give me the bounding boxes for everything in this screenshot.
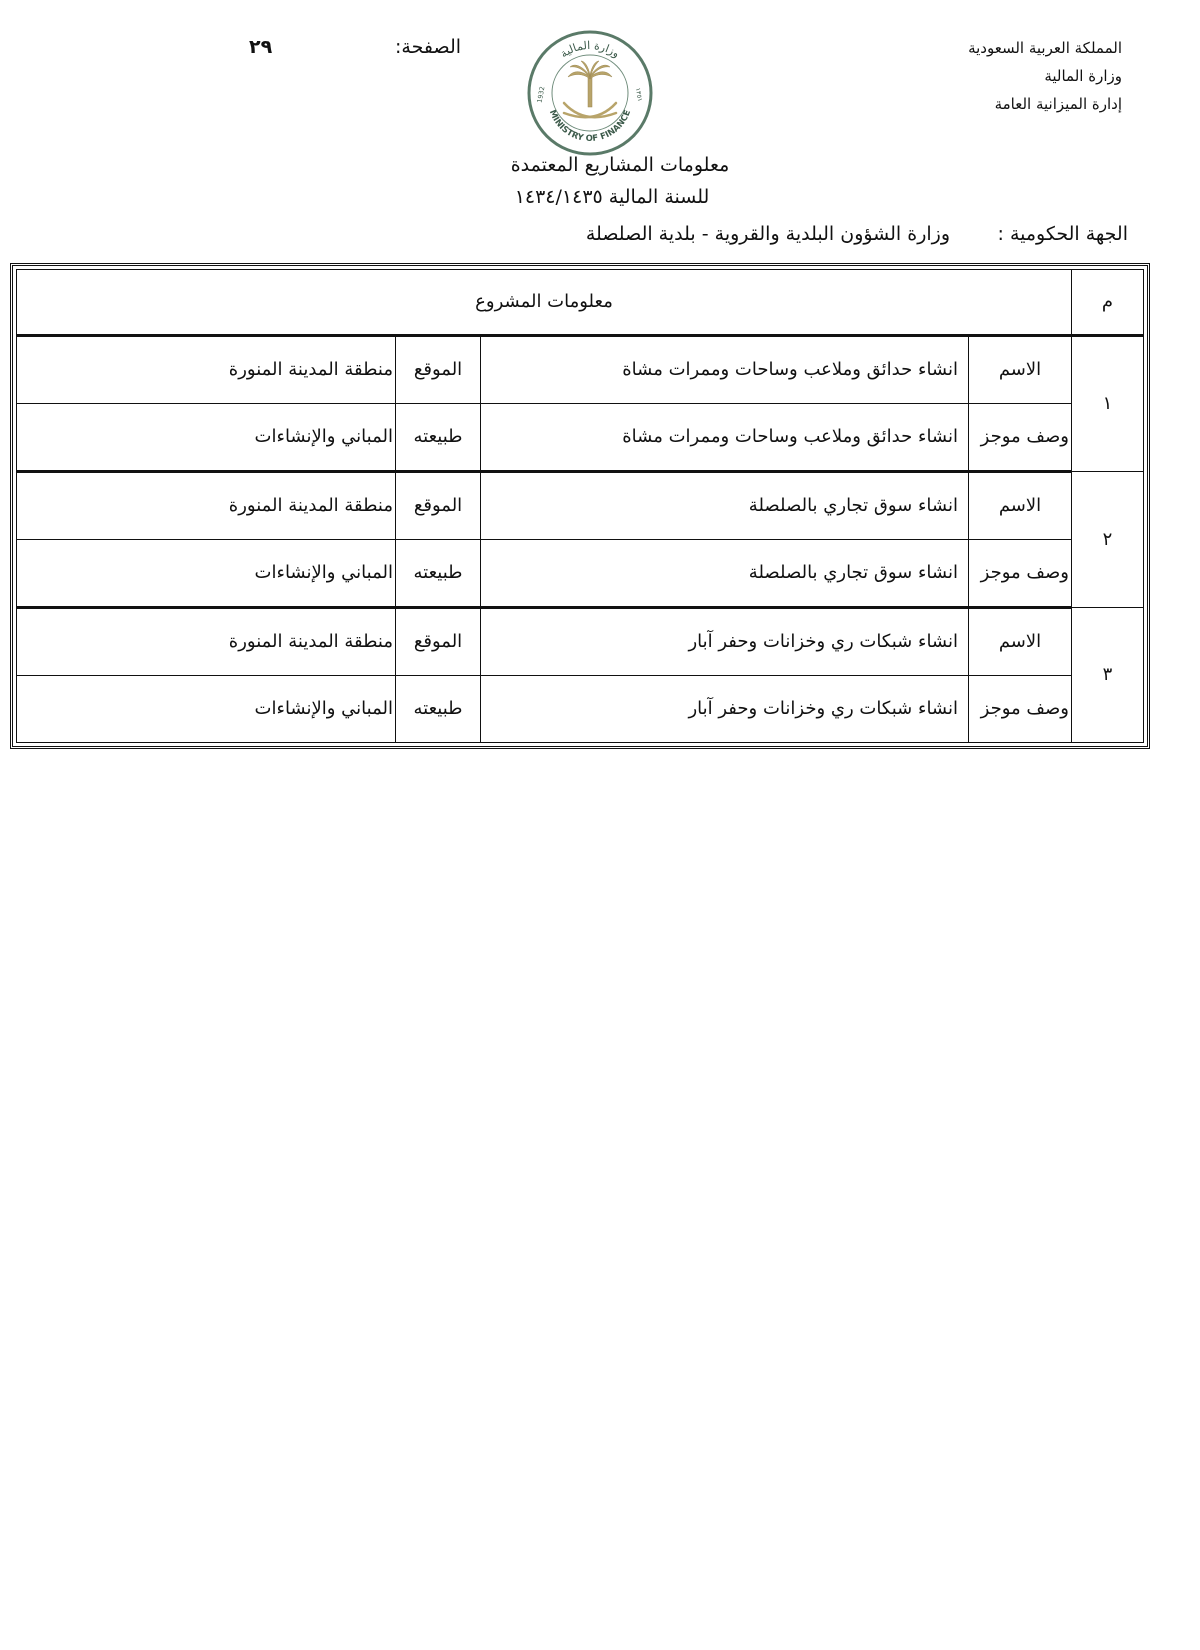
government-entity-label: الجهة الحكومية : (997, 223, 1128, 245)
project-location: منطقة المدينة المنورة (17, 471, 396, 539)
svg-text:1932: 1932 (535, 85, 547, 104)
project-description: انشاء حدائق وملاعب وساحات وممرات مشاة (481, 403, 969, 471)
name-label: الاسم (969, 335, 1072, 403)
svg-text:MINISTRY OF FINANCE: MINISTRY OF FINANCE (546, 108, 634, 145)
government-entity-value: وزارة الشؤون البلدية والقروية - بلدية الصلصلة (585, 223, 950, 245)
page-number: ٢٩ (249, 36, 273, 58)
table-row (17, 403, 1144, 471)
fiscal-year-subtitle: للسنة المالية ١٤٣٤/١٤٣٥ (514, 186, 710, 208)
project-name: انشاء حدائق وملاعب وساحات وممرات مشاة (481, 335, 969, 403)
project-name: انشاء شبكات ري وخزانات وحفر آبار (481, 607, 969, 675)
ministry-seal-icon (524, 29, 656, 157)
table-row (17, 471, 1144, 539)
nature-label: طبيعته (396, 539, 481, 607)
project-location: منطقة المدينة المنورة (17, 607, 396, 675)
project-nature: المباني والإنشاءات (17, 403, 396, 471)
table-row (17, 335, 1144, 403)
column-header-index: م (1072, 270, 1144, 336)
project-location: منطقة المدينة المنورة (17, 335, 396, 403)
table-header-row (17, 270, 1144, 336)
location-label: الموقع (396, 335, 481, 403)
name-label: الاسم (969, 607, 1072, 675)
table-row (17, 675, 1144, 742)
description-label: وصف موجز (969, 539, 1072, 607)
org-line-department: إدارة الميزانية العامة (994, 95, 1122, 113)
project-description: انشاء شبكات ري وخزانات وحفر آبار (481, 675, 969, 742)
description-label: وصف موجز (969, 675, 1072, 742)
project-index: ١ (1072, 335, 1144, 471)
svg-text:١٣٥١: ١٣٥١ (633, 87, 645, 103)
location-label: الموقع (396, 607, 481, 675)
location-label: الموقع (396, 471, 481, 539)
page-label: الصفحة: (395, 36, 462, 58)
document-title: معلومات المشاريع المعتمدة (510, 154, 730, 176)
project-name: انشاء سوق تجاري بالصلصلة (481, 471, 969, 539)
column-header-project-info: معلومات المشروع (17, 270, 1072, 336)
project-nature: المباني والإنشاءات (17, 675, 396, 742)
org-line-ministry: وزارة المالية (1044, 67, 1122, 85)
project-index: ٢ (1072, 471, 1144, 607)
projects-table (10, 263, 1150, 749)
svg-text:وزارة المالية: وزارة المالية (557, 38, 623, 61)
description-label: وصف موجز (969, 403, 1072, 471)
name-label: الاسم (969, 471, 1072, 539)
project-index: ٣ (1072, 607, 1144, 742)
table-row (17, 539, 1144, 607)
org-line-kingdom: المملكة العربية السعودية (968, 39, 1122, 57)
table-row (17, 607, 1144, 675)
nature-label: طبيعته (396, 675, 481, 742)
org-header (968, 34, 1122, 118)
project-description: انشاء سوق تجاري بالصلصلة (481, 539, 969, 607)
nature-label: طبيعته (396, 403, 481, 471)
project-nature: المباني والإنشاءات (17, 539, 396, 607)
